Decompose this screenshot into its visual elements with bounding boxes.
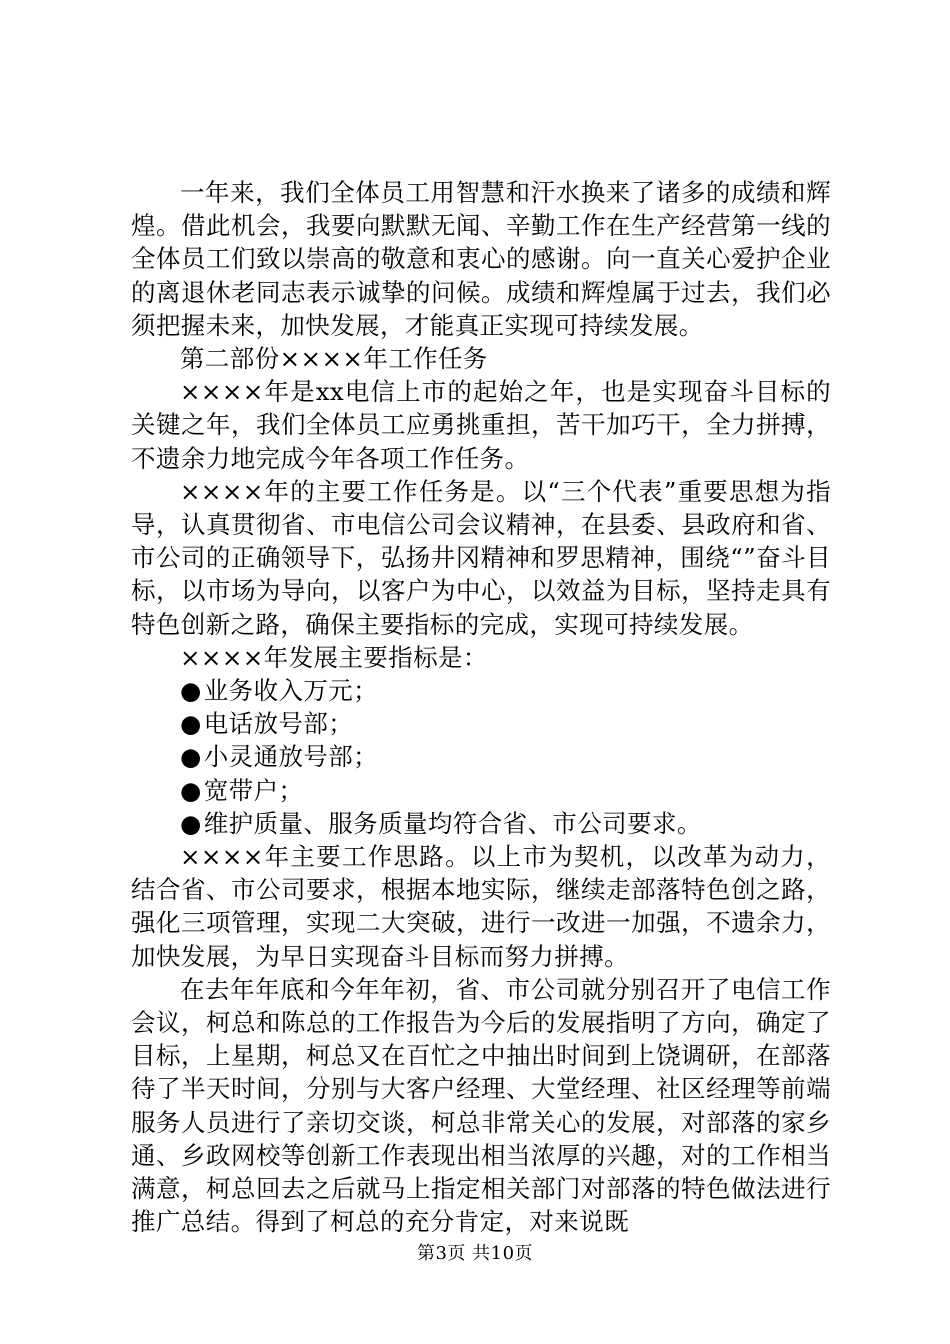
list-item — [131, 740, 831, 773]
paragraph-achievements: 一年来，我们全体员工用智慧和汗水换来了诸多的成绩和辉煌。借此机会，我要向默默无闻、辛勤工作在生产经营第一线的全体员工们致以崇高的敬意和衷心的感谢。向一直关心爱护企业的离退休老同志表示诚挚的问候。成绩和辉煌属于过去，我们必须把握未来，加快发展，才能真正实现可持续发展。 — [131, 178, 831, 340]
list-item-text: 电话放号部； — [203, 709, 354, 739]
indicator-list — [131, 674, 831, 840]
bullet-icon: ● — [180, 676, 202, 706]
bullet-icon: ● — [180, 742, 202, 772]
section-heading: 第二部份××××年工作任务 — [180, 344, 488, 374]
list-item-text: 小灵通放号部； — [203, 742, 379, 772]
list-item — [131, 707, 831, 740]
bullet-icon: ● — [180, 775, 202, 805]
bullet-icon: ● — [180, 808, 202, 838]
paragraph-indicators-intro: ××××年发展主要指标是： — [180, 642, 488, 672]
list-item-text: 业务收入万元； — [203, 676, 379, 706]
paragraph-work-ideas: ××××年主要工作思路。以上市为契机，以改革为动力，结合省、市公司要求，根据本地实际，继续走部落特色创之路，强化三项管理，实现二大突破，进行一改进一加强，不遗余力，加快发展，为早日实现奋斗目标而努力拼搏。 — [131, 842, 831, 971]
list-item-text: 宽带户； — [203, 775, 304, 805]
document-body — [131, 176, 831, 1239]
paragraph-meetings: 在去年年底和今年年初，省、市公司就分别召开了电信工作会议，柯总和陈总的工作报告为今后的发展指明了方向，确定了目标，上星期，柯总又在百忙之中抽出时间到上饶调研，在部落待了半天时间，分别与大客户经理、大堂经理、社区经理等前端服务人员进行了亲切交谈，柯总非常关心的发展，对部落的家乡通、乡政网校等创新工作表现出相当浓厚的兴趣，对的工作相当满意，柯总回去之后就马上指定相关部门对部落的特色做法进行推广总结。得到了柯总的充分肯定，对来说既 — [131, 974, 831, 1237]
list-item — [131, 807, 831, 840]
paragraph-key-year: ××××年是xx电信上市的起始之年，也是实现奋斗目标的关键之年，我们全体员工应勇挑重担，苦干加巧干，全力拼搏，不遗余力地完成今年各项工作任务。 — [131, 377, 831, 473]
bullet-icon: ● — [180, 709, 202, 739]
paragraph-main-tasks: ××××年的主要工作任务是。以“三个代表”重要思想为指导，认真贯彻省、市电信公司会议精神，在县委、县政府和省、市公司的正确领导下，弘扬井冈精神和罗思精神，围绕“”奋斗目标，以市场为导向，以客户为中心，以效益为目标，坚持走具有特色创新之路，确保主要指标的完成，实现可持续发展。 — [131, 476, 831, 639]
list-item — [131, 774, 831, 807]
list-item-text: 维护质量、服务质量均符合省、市公司要求。 — [203, 808, 702, 838]
list-item — [131, 674, 831, 707]
page-footer: 第3页 共10页 — [416, 1243, 534, 1264]
